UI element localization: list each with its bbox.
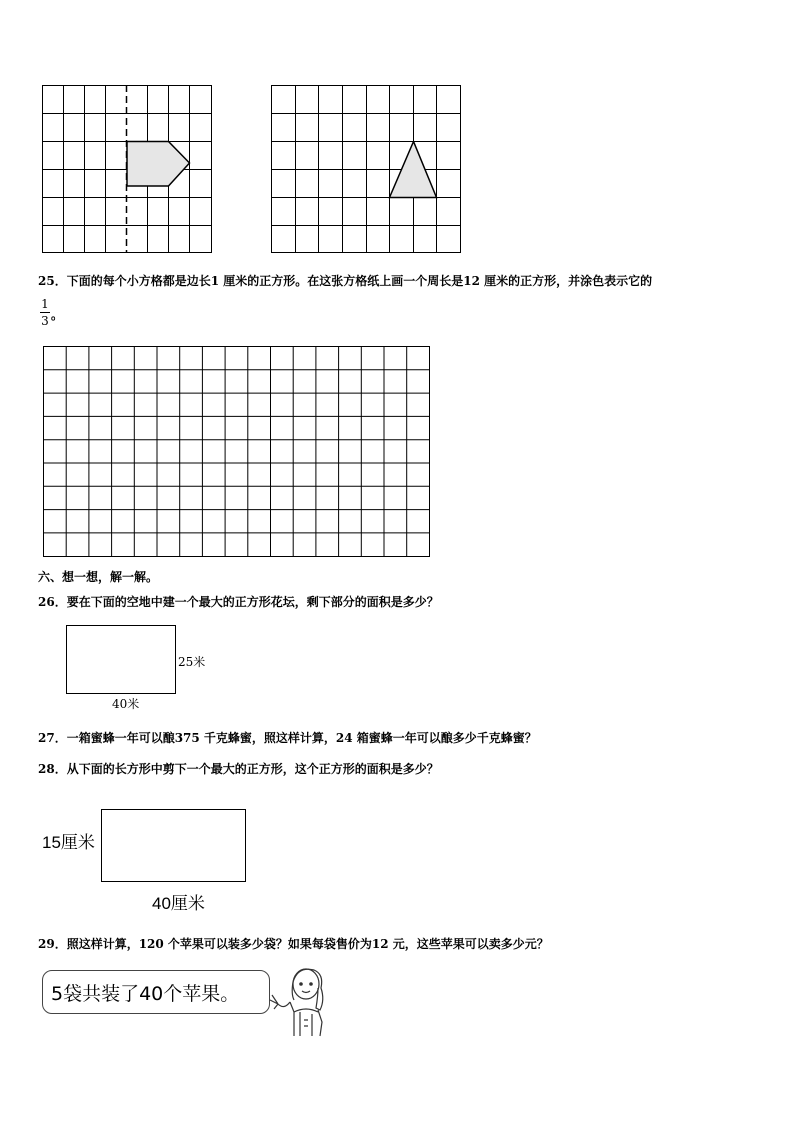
q28-height-label: 15厘米	[42, 833, 95, 852]
grid-lines	[271, 86, 461, 253]
q26-rectangle	[66, 625, 176, 694]
pentagon-shape	[127, 142, 190, 187]
girl-icon	[268, 962, 340, 1038]
speech-bubble-text: 5袋共装了40个苹果。	[51, 982, 240, 1005]
triangle-grid-figure	[271, 85, 461, 253]
girl-illustration	[268, 962, 340, 1038]
fraction-denominator: 3	[41, 314, 49, 328]
question-29-text: 29．照这样计算，120 个苹果可以装多少袋？如果每袋售价为12 元，这些苹果可以卖多少元？	[38, 937, 549, 951]
question-25-text: 25．下面的每个小方格都是边长1 厘米的正方形。在这张方格纸上画一个周长是12 厘米的正方形，并涂色表示它的	[38, 274, 653, 288]
symmetry-grid-figure	[42, 85, 212, 253]
fraction-one-third	[40, 297, 50, 328]
fraction-numerator: 1	[41, 297, 49, 311]
q26-width-label: 40米	[112, 697, 140, 711]
question-28-text: 28．从下面的长方形中剪下一个最大的正方形，这个正方形的面积是多少？	[38, 762, 439, 776]
q28-width-label: 40厘米	[152, 894, 205, 913]
grid-paper-lines	[43, 346, 430, 557]
q26-height-label: 25米	[178, 655, 206, 669]
question-26-text: 26．要在下面的空地中建一个最大的正方形花坛，剩下部分的面积是多少？	[38, 595, 439, 609]
question-25-suffix: 。	[51, 308, 64, 322]
symmetry-grid-svg	[42, 85, 212, 253]
speech-bubble	[42, 970, 270, 1014]
section-6-heading: 六、想一想，解一解。	[38, 570, 159, 584]
grid-paper-svg	[43, 346, 430, 557]
question-27-text: 27．一箱蜜蜂一年可以酿375 千克蜂蜜，照这样计算，24 箱蜜蜂一年可以酿多少千克蜂蜜？	[38, 731, 537, 745]
q28-rectangle	[101, 809, 246, 882]
triangle-grid-svg	[271, 85, 461, 253]
grid-paper	[43, 346, 430, 557]
fraction-bar	[40, 312, 50, 313]
